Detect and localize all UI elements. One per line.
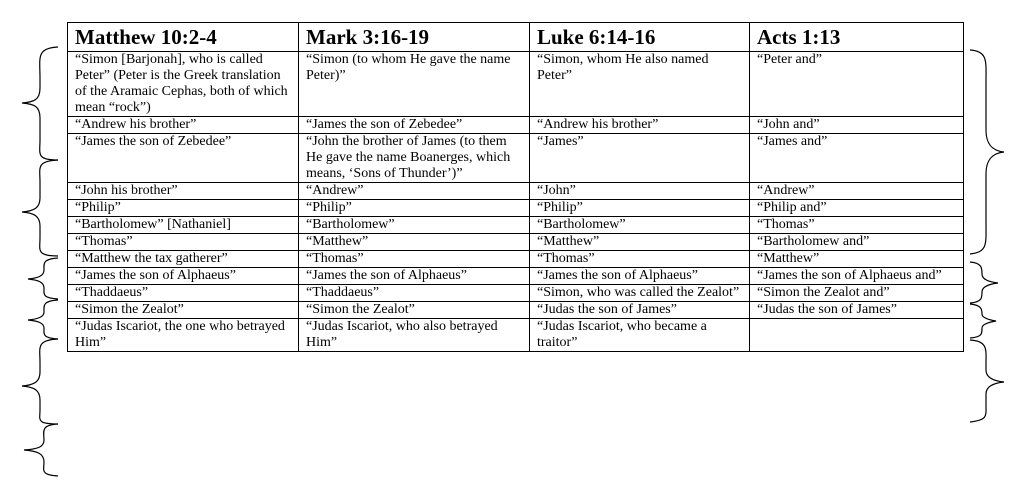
table-cell: “Bartholomew” xyxy=(530,217,750,234)
apostles-comparison-table xyxy=(67,22,964,352)
table-cell: “James the son of Alphaeus and” xyxy=(750,268,964,285)
table-cell: “John the brother of James (to them He gave the name Boanerges, which means, ‘Sons of Thunder’)” xyxy=(299,134,530,183)
table-cell: “Thaddaeus” xyxy=(68,285,299,302)
table-cell: “Peter and” xyxy=(750,52,964,117)
table-cell: “Thomas” xyxy=(68,234,299,251)
table-row xyxy=(68,183,964,200)
table-row xyxy=(68,134,964,183)
table-cell: “James the son of Zebedee” xyxy=(299,117,530,134)
table-cell: “James” xyxy=(530,134,750,183)
table-cell: “Thomas” xyxy=(530,251,750,268)
right-brace-group-1 xyxy=(970,50,1004,254)
table-cell: “Matthew the tax gatherer” xyxy=(68,251,299,268)
table-cell: “Andrew” xyxy=(299,183,530,200)
table-row xyxy=(68,319,964,352)
table-cell: “Simon the Zealot and” xyxy=(750,285,964,302)
table-cell: “Simon [Barjonah], who is called Peter” (Peter is the Greek translation of the Aramaic Cephas, both of which mean “rock”) xyxy=(68,52,299,117)
table-cell: “Simon the Zealot” xyxy=(68,302,299,319)
table-cell: “James the son of Alphaeus” xyxy=(68,268,299,285)
table-cell: “James and” xyxy=(750,134,964,183)
table-cell: “James the son of Zebedee” xyxy=(68,134,299,183)
table-cell: “Judas Iscariot, who also betrayed Him” xyxy=(299,319,530,352)
table-cell: “Philip” xyxy=(530,200,750,217)
left-brace-group-6 xyxy=(24,424,58,476)
table-cell: “Judas Iscariot, who became a traitor” xyxy=(530,319,750,352)
table-cell: “Thomas” xyxy=(299,251,530,268)
table-row xyxy=(68,52,964,117)
left-brace-group-5 xyxy=(22,339,58,424)
table-cell: “Andrew” xyxy=(750,183,964,200)
left-brace-group-1 xyxy=(22,47,58,160)
right-brace-group-2 xyxy=(970,262,998,303)
table-cell: “Andrew his brother” xyxy=(530,117,750,134)
table-cell: “Matthew” xyxy=(530,234,750,251)
table-row xyxy=(68,217,964,234)
header-row xyxy=(68,23,964,52)
table-cell: “Simon (to whom He gave the name Peter)” xyxy=(299,52,530,117)
table-cell: “Simon, who was called the Zealot” xyxy=(530,285,750,302)
column-header-mark: Mark 3:16-19 xyxy=(299,23,530,52)
left-brace-group-4 xyxy=(28,300,58,339)
table-cell: “Bartholomew and” xyxy=(750,234,964,251)
left-brace-group-3 xyxy=(28,258,58,299)
table-cell: “Bartholomew” [Nathaniel] xyxy=(68,217,299,234)
table-row xyxy=(68,117,964,134)
table-row xyxy=(68,302,964,319)
column-header-luke: Luke 6:14-16 xyxy=(530,23,750,52)
table-cell: “Bartholomew” xyxy=(299,217,530,234)
table-row xyxy=(68,234,964,251)
table-cell: “Philip and” xyxy=(750,200,964,217)
table-cell: “Judas Iscariot, the one who betrayed Him” xyxy=(68,319,299,352)
table-cell: “Thaddaeus” xyxy=(299,285,530,302)
table-cell: “Thomas” xyxy=(750,217,964,234)
table-cell: “John his brother” xyxy=(68,183,299,200)
table-row xyxy=(68,200,964,217)
table-cell: “Matthew” xyxy=(750,251,964,268)
table-cell: “Judas the son of James” xyxy=(530,302,750,319)
table-cell: “Judas the son of James” xyxy=(750,302,964,319)
table-cell: “John and” xyxy=(750,117,964,134)
column-header-acts: Acts 1:13 xyxy=(750,23,964,52)
column-header-matthew: Matthew 10:2-4 xyxy=(68,23,299,52)
right-brace-group-4 xyxy=(970,340,1004,422)
table-row xyxy=(68,285,964,302)
table-cell: “Matthew” xyxy=(299,234,530,251)
table-cell: “John” xyxy=(530,183,750,200)
table-cell: “James the son of Alphaeus” xyxy=(530,268,750,285)
table-cell: “Philip” xyxy=(68,200,299,217)
table-cell: “Andrew his brother” xyxy=(68,117,299,134)
table-cell: “Philip” xyxy=(299,200,530,217)
table-cell: “Simon, whom He also named Peter” xyxy=(530,52,750,117)
table-cell: “James the son of Alphaeus” xyxy=(299,268,530,285)
table-cell xyxy=(750,319,964,352)
table-row xyxy=(68,251,964,268)
right-brace-group-3 xyxy=(970,304,996,338)
table-cell: “Simon the Zealot” xyxy=(299,302,530,319)
left-brace-group-2 xyxy=(22,160,58,256)
table-row xyxy=(68,268,964,285)
